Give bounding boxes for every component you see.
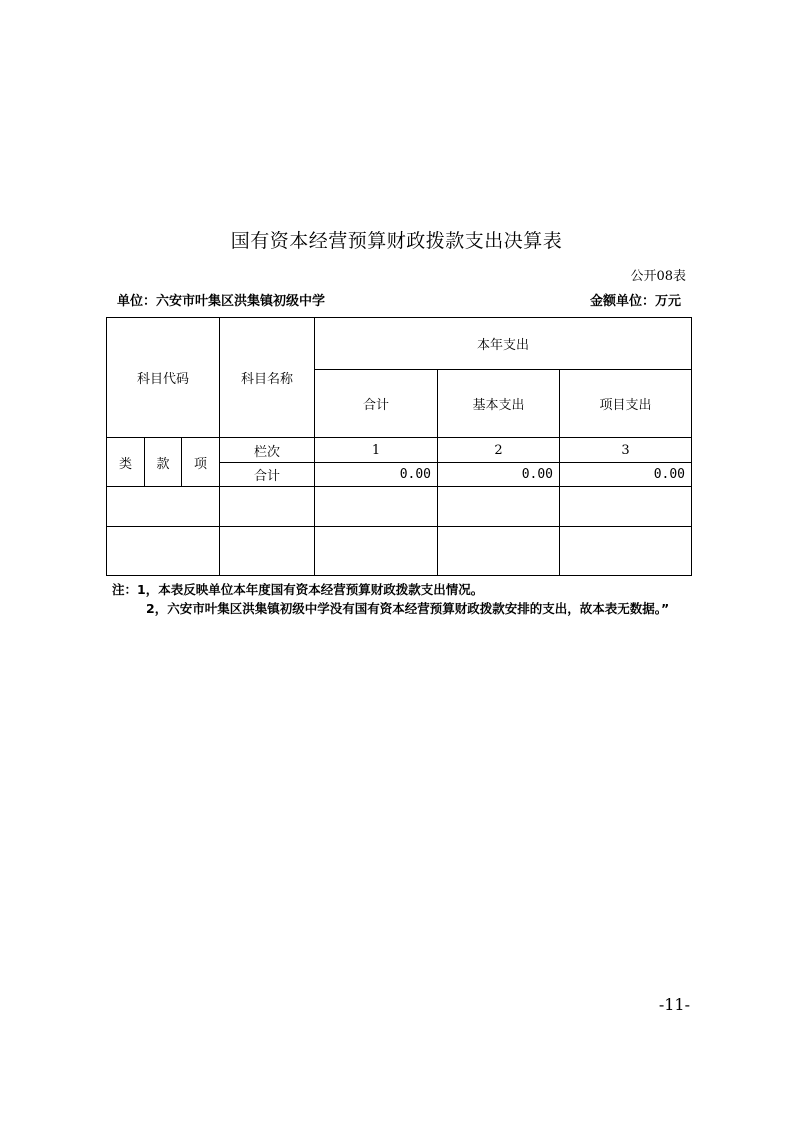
note-line-1: 注：1，本表反映单位本年度国有资本经营预算财政拨款支出情况。 [112,582,484,597]
header-class: 类 [107,438,145,487]
page-title: 国有资本经营预算财政拨款支出决算表 [230,230,563,252]
column-index-2: 2 [438,438,560,463]
row-index-label: 栏次 [220,438,315,463]
amount-unit-label: 金额单位：万元 [589,294,681,309]
header-section: 款 [145,438,182,487]
header-total: 合计 [315,370,438,438]
header-basic-expense: 基本支出 [438,370,560,438]
header-subject-code: 科目代码 [107,318,220,438]
total-row-label: 合计 [220,463,315,487]
project-expense-value: 0.00 [560,463,692,487]
total-value: 0.00 [315,463,438,487]
column-index-3: 3 [560,438,692,463]
header-item: 项 [182,438,220,487]
form-number: 公开08表 [630,269,686,284]
header-project-expense: 项目支出 [560,370,692,438]
header-subject-name: 科目名称 [220,318,315,438]
table-row [107,527,692,576]
column-index-1: 1 [315,438,438,463]
page-number: -11- [658,995,690,1014]
note-line-2: 2，六安市叶集区洪集镇初级中学没有国有资本经营预算财政拨款安排的支出，故本表无数据。” [146,601,670,616]
header-current-year-expense: 本年支出 [315,318,692,370]
table-row [107,487,692,527]
expenditure-table [106,317,692,576]
basic-expense-value: 0.00 [438,463,560,487]
notes [112,580,692,618]
unit-label: 单位：六安市叶集区洪集镇初级中学 [117,294,326,309]
